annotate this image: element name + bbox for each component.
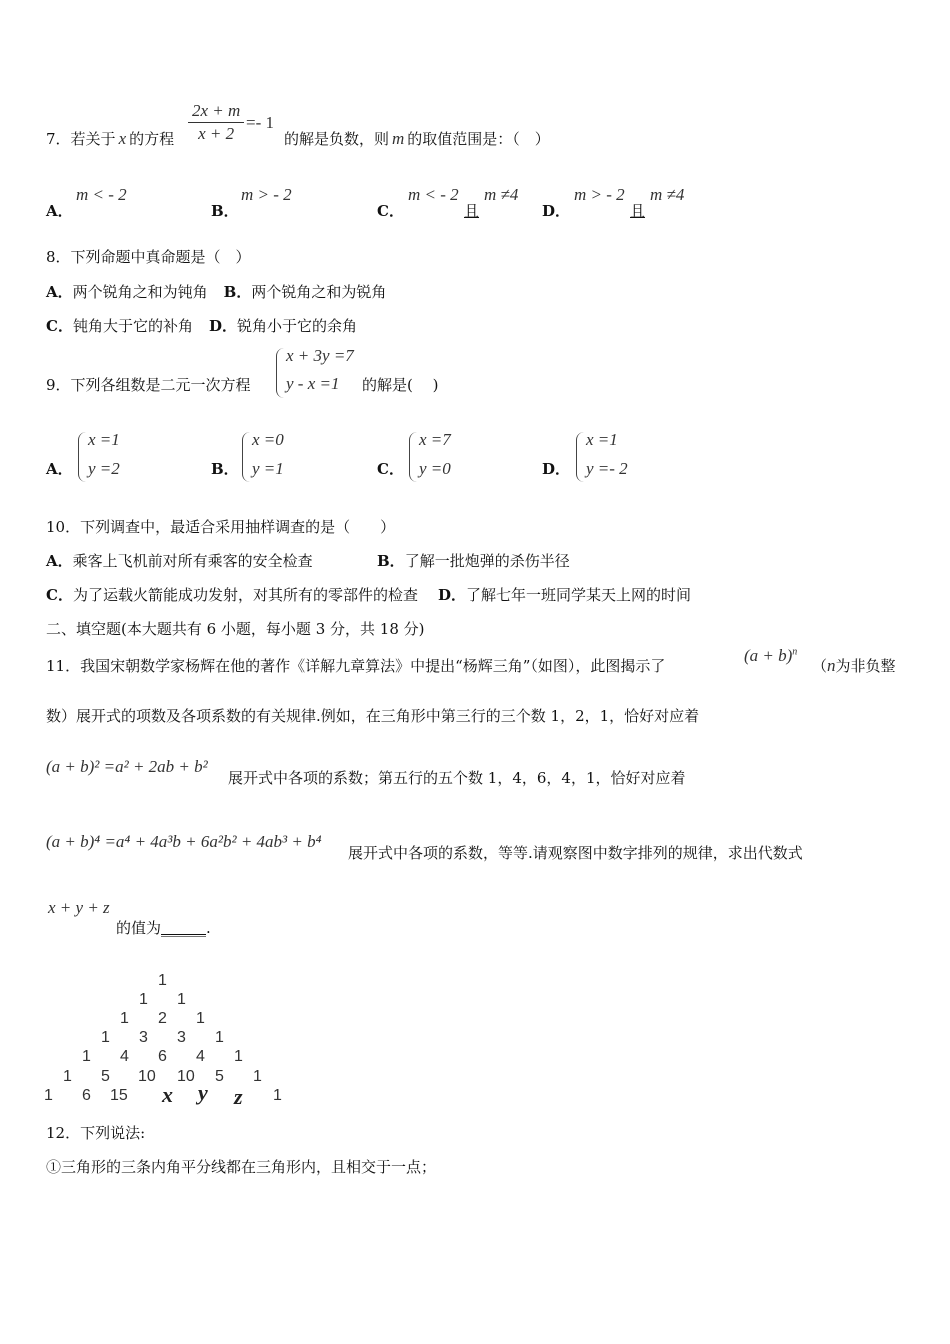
- q11-line1-post: [812, 655, 896, 676]
- q11-line1-post-text: 为非负整: [835, 657, 896, 675]
- triangle-r5-c5: 1: [234, 1048, 243, 1065]
- q11-answer-blank[interactable]: ______: [161, 919, 207, 937]
- q7-text-mid: 的方程: [129, 130, 175, 148]
- q11-expr-abn-exp: n: [792, 646, 798, 658]
- triangle-r3-c3: 1: [196, 1010, 205, 1027]
- q9-option-d-row2: y =- 2: [586, 459, 628, 478]
- q9-equation-system: [276, 346, 366, 400]
- q7-option-a-expr: m < - 2: [76, 185, 127, 204]
- q9-option-c-brace: [409, 432, 418, 482]
- q7-text-post: 的解是负数，则: [284, 130, 390, 148]
- q10-line1-b: [377, 550, 570, 571]
- q11-line1-pre: 11．我国宋朝数学家杨辉在他的著作《详解九章算法》中提出“杨辉三角”（如图），此图揭示了: [46, 657, 666, 675]
- q8-option-b: 两个锐角之和为锐角: [251, 283, 387, 301]
- q8-option-c: 钝角大于它的补角: [72, 317, 193, 335]
- triangle-var-z: z: [234, 1084, 243, 1109]
- q9-option-b-label: B．: [211, 460, 239, 478]
- q8-stem: 8．下列命题中真命题是（ ）: [46, 248, 251, 266]
- q12-stem: 12．下列说法:: [46, 1124, 146, 1142]
- q9-option-b-system: [242, 430, 312, 484]
- q11-line4-post: 展开式中各项的系数，等等.请观察图中数字排列的规律，求出代数式: [348, 844, 803, 862]
- q8-option-d: 锐角小于它的余角: [236, 317, 357, 335]
- q7-var-m: m: [392, 129, 405, 148]
- q11-var-n: n: [827, 656, 836, 675]
- q7-eq-rhs: =- 1: [246, 113, 274, 132]
- q11-line1-paren: （: [812, 657, 828, 675]
- q9-option-a-brace: [78, 432, 87, 482]
- q9-system-row1: x + 3y =7: [286, 346, 354, 365]
- triangle-r4-c4: 1: [215, 1029, 224, 1046]
- q9-option-c-row1: x =7: [419, 430, 451, 449]
- q10-line1: [46, 550, 313, 571]
- q10-option-a: 乘客上飞机前对所有乘客的安全检查: [72, 552, 313, 570]
- q7-option-c-expr2: m ≠4: [484, 185, 519, 204]
- triangle-r6-c3: 10: [138, 1068, 156, 1085]
- q8-option-b-label: B．: [223, 283, 252, 301]
- triangle-r7-c7: 1: [273, 1087, 282, 1104]
- q7-option-d-expr: m > - 2: [574, 185, 625, 204]
- triangle-r6-c6: 1: [253, 1068, 262, 1085]
- q7-text-end: 的取值范围是：（ ）: [407, 130, 550, 148]
- triangle-r7-c2: 6: [82, 1087, 91, 1104]
- q9-option-c-label: C．: [377, 460, 404, 478]
- triangle-r2-c2: 1: [177, 991, 186, 1008]
- q7-stem-end: [284, 128, 550, 149]
- q9-brace: [276, 348, 285, 398]
- q9-option-d-label: D．: [542, 460, 571, 478]
- q7-option-b-expr: m > - 2: [241, 185, 292, 204]
- q10-option-c: 为了运载火箭能成功发射，对其所有的零部件的检查: [72, 586, 418, 604]
- q8-option-a: 两个锐角之和为钝角: [72, 283, 208, 301]
- triangle-r5-c4: 4: [196, 1048, 205, 1065]
- q7-number: 7．: [46, 130, 71, 148]
- q7-var-x: x: [118, 129, 127, 148]
- q9-option-d-row1: x =1: [586, 430, 618, 449]
- q10-option-d: 了解七年一班同学某天上网的时间: [465, 586, 691, 604]
- triangle-r4-c1: 1: [101, 1029, 110, 1046]
- q10-stem: 10．下列调查中，最适合采用抽样调查的是（ ）: [46, 518, 396, 536]
- triangle-r5-c1: 1: [82, 1048, 91, 1065]
- q8-line2: [46, 315, 357, 336]
- triangle-r3-c1: 1: [120, 1010, 129, 1027]
- q7-option-c-and: 且: [464, 202, 480, 220]
- q11-expr-abn: [744, 646, 797, 666]
- q9-stem-post: 的解是( ): [362, 376, 439, 394]
- q8-line1: [46, 281, 386, 302]
- triangle-r6-c5: 5: [215, 1068, 224, 1085]
- q7-option-d-expr2: m ≠4: [650, 185, 685, 204]
- triangle-r7-c1: 1: [44, 1087, 53, 1104]
- q8-option-a-label: A．: [46, 283, 73, 301]
- triangle-r3-c2: 2: [158, 1010, 167, 1027]
- q9-option-a-row2: y =2: [88, 459, 120, 478]
- q10-option-d-label: D．: [437, 586, 466, 604]
- q9-option-b-row1: x =0: [252, 430, 284, 449]
- q8-option-c-label: C．: [46, 317, 73, 335]
- q11-line2: 数）展开式的项数及各项系数的有关规律.例如，在三角形中第三行的三个数 1，2，1，恰好对应着: [46, 707, 700, 725]
- q9-option-c-row2: y =0: [419, 459, 451, 478]
- triangle-r5-c3: 6: [158, 1048, 167, 1065]
- q9-option-a-system: [78, 430, 148, 484]
- q7-option-d-and: 且: [630, 202, 646, 220]
- q7-text-pre: 若关于: [70, 130, 116, 148]
- q7-option-a-label: A．: [46, 202, 73, 220]
- q7-option-c-label: C．: [377, 202, 404, 220]
- q10-line2: [46, 584, 691, 605]
- q11-line3-post: 展开式中各项的系数；第五行的五个数 1，4，6，4，1，恰好对应着: [228, 769, 686, 787]
- q10-option-b: 了解一批炮弹的杀伤半径: [404, 552, 570, 570]
- q11-line5: [116, 917, 211, 938]
- triangle-r4-c2: 3: [139, 1029, 148, 1046]
- q11-expr-fourth: (a + b)⁴ =a⁴ + 4a³b + 6a²b² + 4ab³ + b⁴: [46, 832, 322, 851]
- q9-option-c-system: [409, 430, 479, 484]
- q10-option-c-label: C．: [46, 586, 73, 604]
- triangle-r2-c1: 1: [139, 991, 148, 1008]
- q11-expr-square: (a + b)² =a² + 2ab + b²: [46, 757, 208, 776]
- q7-option-c-expr: m < - 2: [408, 185, 459, 204]
- yanghui-triangle: [30, 960, 310, 1110]
- section2-title: 二、填空题(本大题共有 6 小题，每小题 3 分，共 18 分): [46, 620, 425, 638]
- q7-frac-numerator: 2x + m: [188, 100, 244, 123]
- q7-option-d-label: D．: [542, 202, 571, 220]
- q11-line5-post: 的值为: [116, 919, 162, 937]
- q9-option-a-row1: x =1: [88, 430, 120, 449]
- triangle-r5-c2: 4: [120, 1048, 129, 1065]
- triangle-r4-c3: 3: [177, 1029, 186, 1046]
- q10-option-b-label: B．: [377, 552, 405, 570]
- triangle-r6-c1: 1: [63, 1068, 72, 1085]
- triangle-r6-c4: 10: [177, 1068, 195, 1085]
- q11-expr-abn-base: (a + b): [744, 646, 793, 665]
- q9-option-b-row2: y =1: [252, 459, 284, 478]
- triangle-var-y: y: [198, 1080, 208, 1105]
- q10-option-a-label: A．: [46, 552, 73, 570]
- q9-option-b-brace: [242, 432, 251, 482]
- q12-item1: ①三角形的三条内角平分线都在三角形内，且相交于一点；: [46, 1158, 437, 1176]
- triangle-r6-c2: 5: [101, 1068, 110, 1085]
- triangle-r7-c3: 15: [110, 1087, 128, 1104]
- q9-option-d-brace: [576, 432, 585, 482]
- q11-line5-end: .: [206, 919, 211, 937]
- triangle-var-x: x: [162, 1082, 173, 1107]
- q7-option-b-label: B．: [211, 202, 239, 220]
- q9-system-row2: y - x =1: [286, 374, 340, 393]
- q7-stem: [46, 128, 174, 149]
- q7-fraction: [188, 100, 244, 145]
- q8-option-d-label: D．: [208, 317, 237, 335]
- triangle-r1-c1: 1: [158, 972, 167, 989]
- q9-option-a-label: A．: [46, 460, 73, 478]
- q9-stem-pre: 9．下列各组数是二元一次方程: [46, 376, 251, 394]
- q9-option-d-system: [576, 430, 656, 484]
- q7-frac-denominator: x + 2: [198, 124, 235, 143]
- q11-expr-xyz: x + y + z: [48, 898, 110, 917]
